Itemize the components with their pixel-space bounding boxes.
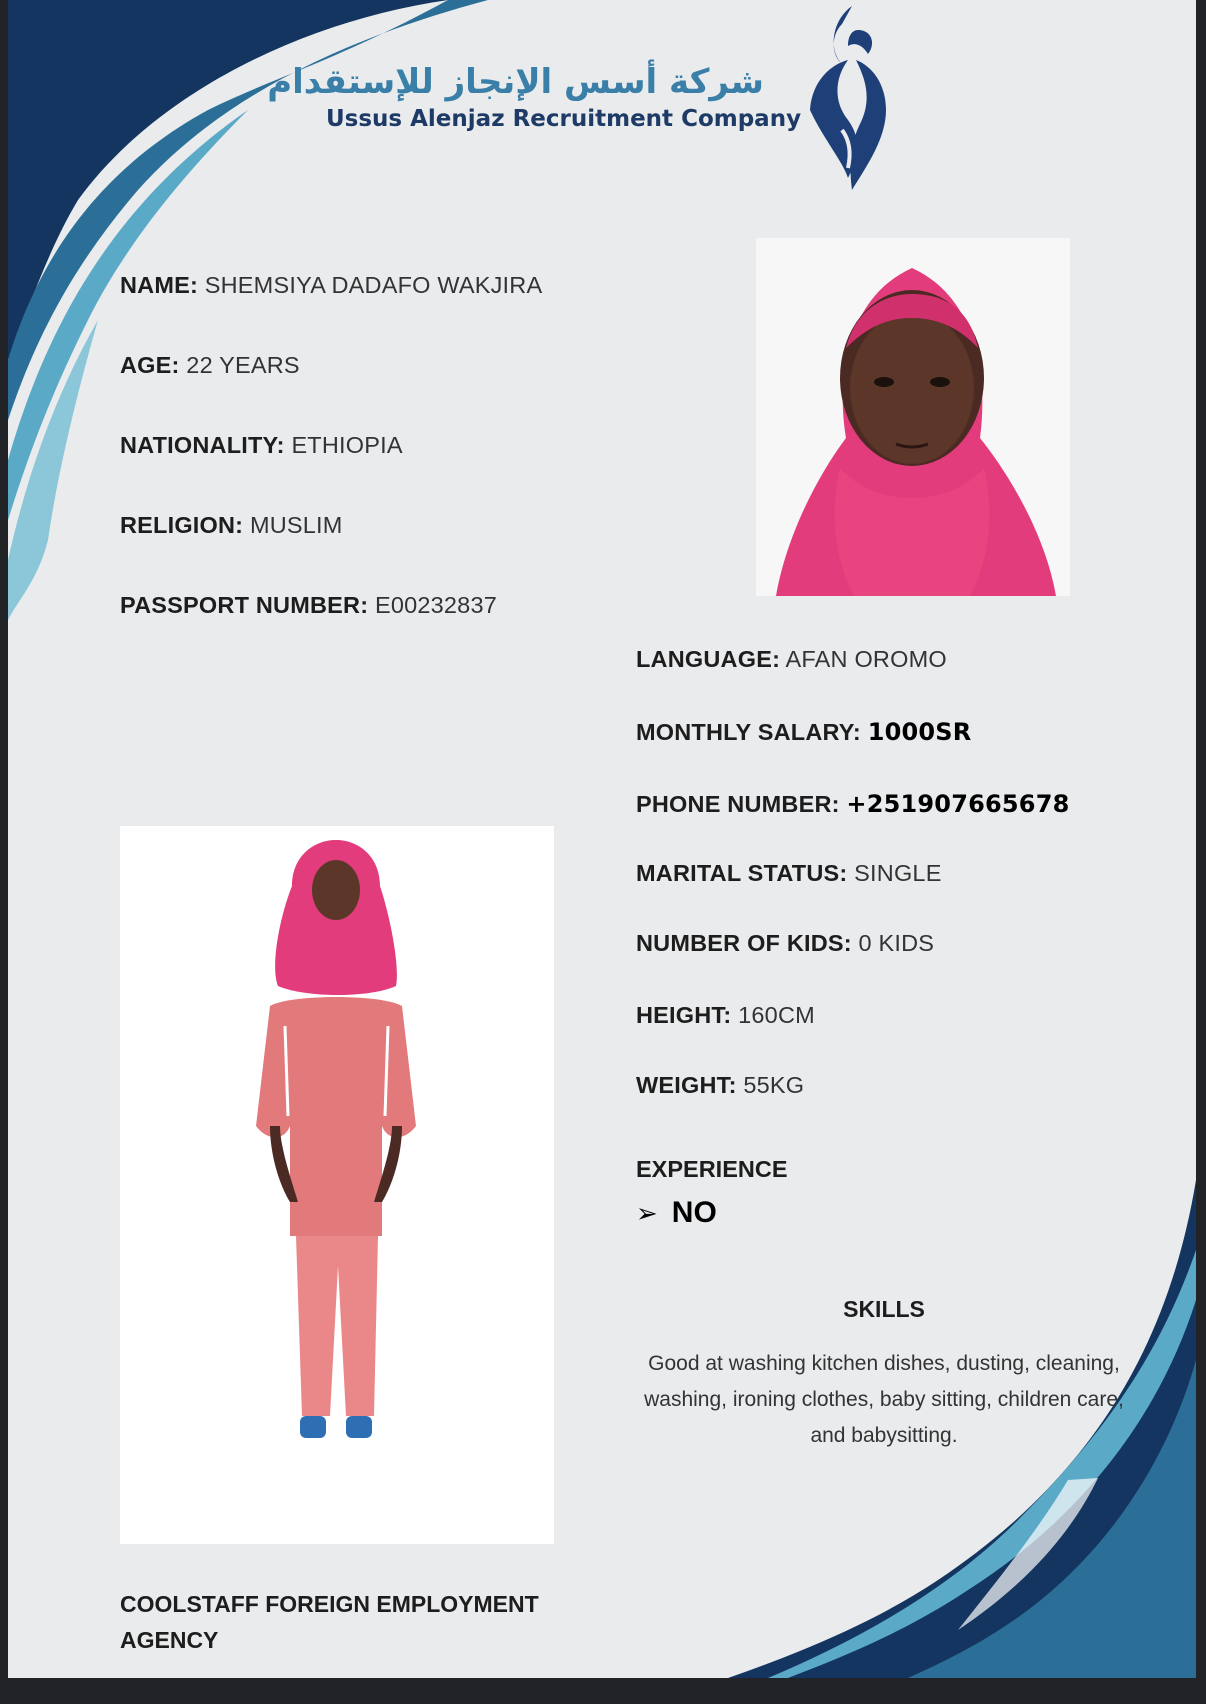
field-marital-status — [636, 860, 942, 887]
marital-label: MARITAL STATUS: — [636, 860, 848, 886]
height-value: 160CM — [738, 1002, 815, 1028]
experience-value — [636, 1196, 717, 1230]
experience-answer: NO — [671, 1196, 717, 1229]
age-label: AGE: — [120, 352, 180, 378]
field-height — [636, 1002, 815, 1029]
nationality-label: NATIONALITY: — [120, 432, 285, 458]
religion-label: RELIGION: — [120, 512, 244, 538]
field-name — [120, 272, 542, 299]
arrow-bullet-icon: ➢ — [636, 1199, 658, 1229]
language-label: LANGUAGE: — [636, 646, 781, 672]
field-phone — [636, 790, 1070, 818]
salary-label: MONTHLY SALARY: — [636, 719, 861, 745]
company-logo-icon — [802, 0, 894, 196]
field-salary — [636, 718, 971, 746]
nationality-value: ETHIOPIA — [291, 432, 403, 458]
full-body-illustration — [120, 826, 554, 1544]
phone-label: PHONE NUMBER: — [636, 791, 840, 817]
company-name-english: Ussus Alenjaz Recruitment Company — [326, 106, 802, 132]
name-value: SHEMSIYA DADAFO WAKJIRA — [204, 272, 543, 298]
field-language — [636, 646, 947, 673]
passport-label: PASSPORT NUMBER: — [120, 592, 369, 618]
company-name-arabic: شركة أسس الإنجاز للإستقدام — [267, 62, 764, 102]
kids-label: NUMBER OF KIDS: — [636, 930, 852, 956]
language-value: AFAN OROMO — [785, 646, 947, 672]
field-kids — [636, 930, 934, 957]
field-religion — [120, 512, 343, 539]
skills-title: SKILLS — [843, 1296, 925, 1322]
height-label: HEIGHT: — [636, 1002, 732, 1028]
field-age — [120, 352, 300, 379]
phone-value: +251907665678 — [846, 790, 1070, 818]
kids-value: 0 KIDS — [858, 930, 935, 956]
full-body-photo — [120, 826, 554, 1544]
weight-label: WEIGHT: — [636, 1072, 737, 1098]
portrait-photo — [756, 238, 1070, 596]
field-passport — [120, 592, 497, 619]
name-label: NAME: — [120, 272, 199, 298]
passport-value: E00232837 — [374, 592, 497, 618]
field-nationality — [120, 432, 403, 459]
field-weight — [636, 1072, 804, 1099]
religion-value: MUSLIM — [249, 512, 343, 538]
age-value: 22 YEARS — [186, 352, 300, 378]
agency-name: COOLSTAFF FOREIGN EMPLOYMENT AGENCY — [120, 1591, 539, 1653]
salary-value: 1000SR — [867, 718, 972, 746]
marital-value: SINGLE — [854, 860, 942, 886]
portrait-illustration — [756, 238, 1070, 596]
skills-text: Good at washing kitchen dishes, dusting, cleaning, washing, ironing clothes, baby sitting, children care, and babysitting. — [644, 1352, 1124, 1447]
weight-value: 55KG — [743, 1072, 805, 1098]
cv-page — [8, 0, 1196, 1678]
experience-title: EXPERIENCE — [636, 1156, 788, 1182]
